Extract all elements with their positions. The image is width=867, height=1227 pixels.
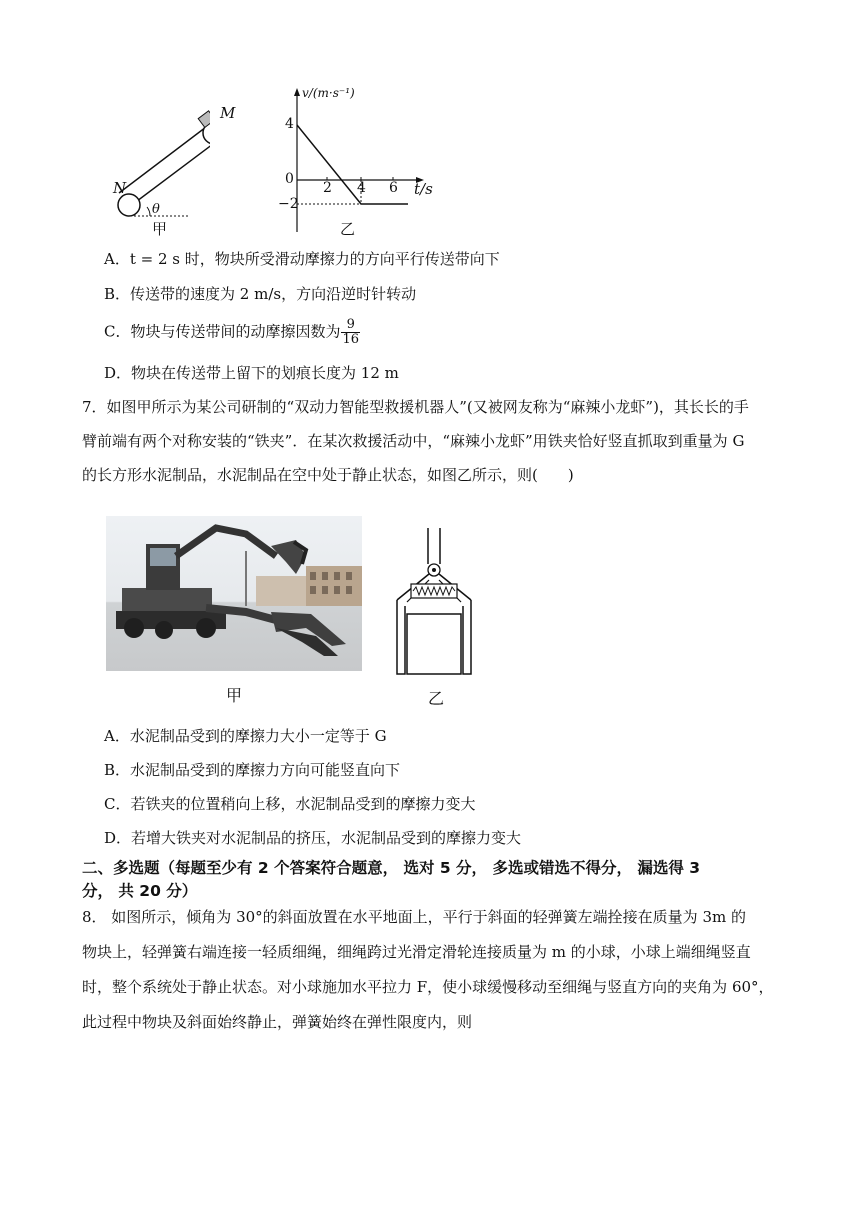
fraction-denominator: 16 (342, 332, 360, 347)
caption-yi-2: 乙 (428, 689, 445, 708)
q7-option-d: D．若增大铁夹对水泥制品的挤压，水泥制品受到的摩擦力变大 (104, 829, 522, 847)
q7-option-a: A．水泥制品受到的摩擦力大小一定等于 G (104, 727, 387, 745)
label-m: M (220, 104, 236, 122)
caption-yi-1: 乙 (340, 220, 356, 238)
section-heading-line-2: 分， 共 20 分） (82, 882, 198, 900)
section-heading-line-1: 二、多选题（每题至少有 2 个答案符合题意， 选对 5 分， 多选或错选不得分， 漏选得 3 (82, 859, 701, 877)
q7-line-2: 臂前端有两个对称安装的“铁夹”．在某次救援活动中，“麻辣小龙虾”用铁夹恰好竖直抓取到重量为 G (82, 432, 745, 450)
q6-option-a: A．t = 2 s 时，物块所受滑动摩擦力的方向平行传送带向下 (104, 250, 500, 268)
q8-line-3: 时，整个系统处于静止状态。对小球施加水平拉力 F，使小球缓慢移动至细绳与竖直方向的夹角为 60°， (82, 978, 774, 996)
clamp-diagram (385, 524, 485, 684)
q6-option-c (104, 318, 360, 347)
caption-jia-1: 甲 (152, 220, 168, 238)
rescue-robot-drawing (106, 516, 362, 671)
vt-graph (280, 86, 440, 236)
y-tick-neg2: −2 (278, 196, 299, 212)
q8-line-1: 8． 如图所示，倾角为 30°的斜面放置在水平地面上，平行于斜面的轻弹簧左端拴接在质量为 3m 的 (82, 908, 746, 926)
y-tick-4: 4 (285, 116, 294, 132)
q7-option-c: C．若铁夹的位置稍向上移，水泥制品受到的摩擦力变大 (104, 795, 476, 813)
label-theta: θ (152, 202, 160, 217)
q7-option-b: B．水泥制品受到的摩擦力方向可能竖直向下 (104, 761, 401, 779)
fraction-numerator: 9 (341, 318, 360, 333)
q6-option-c-text: C．物块与传送带间的动摩擦因数为 (104, 322, 341, 341)
label-n: N (113, 179, 127, 197)
graph-x-label: t/s (414, 180, 433, 198)
fraction (341, 318, 360, 347)
q8-line-2: 物块上，轻弹簧右端连接一轻质细绳，细绳跨过光滑定滑轮连接质量为 m 的小球，小球上端细绳竖直 (82, 943, 751, 961)
rescue-robot-photo (106, 516, 362, 671)
x-tick-2: 2 (323, 180, 332, 196)
q6-option-b: B．传送带的速度为 2 m/s，方向沿逆时针转动 (104, 285, 417, 303)
q8-line-4: 此过程中物块及斜面始终静止，弹簧始终在弹性限度内，则 (82, 1013, 473, 1031)
q7-line-3: 的长方形水泥制品，水泥制品在空中处于静止状态，如图乙所示，则( ) (82, 466, 574, 484)
x-tick-4: 4 (357, 180, 366, 196)
x-tick-6: 6 (389, 180, 398, 196)
caption-jia-2: 甲 (226, 686, 243, 705)
graph-y-label: v/(m·s⁻¹) (302, 86, 355, 100)
q6-option-d: D．物块在传送带上留下的划痕长度为 12 m (104, 364, 399, 382)
y-tick-0: 0 (285, 171, 294, 187)
q7-line-1: 7．如图甲所示为某公司研制的“双动力智能型救援机器人”(又被网友称为“麻辣小龙虾”)，其长长的手 (82, 398, 749, 416)
